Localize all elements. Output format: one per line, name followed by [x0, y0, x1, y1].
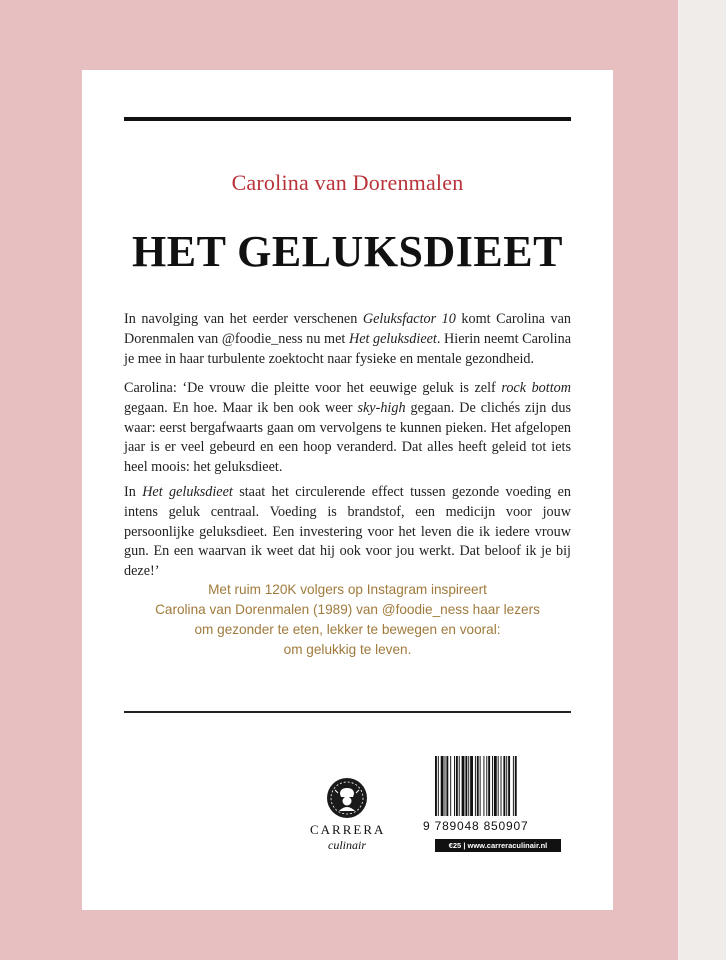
- author-name: Carolina van Dorenmalen: [231, 170, 464, 195]
- barcode-bar: [454, 756, 455, 816]
- barcode-bars: [435, 756, 561, 816]
- blurb-paragraph-3: In Het geluksdieet staat het circulerende effect tussen gezonde voeding en intens geluk centraal. Voeding is brandstof, een medicijn voor jouw persoonlijke geluksdieet. Een investering voor het leven die ik iedere vrouw gun. En een waarvan ik weet dat hij ook voor jou werkt. Dat beloof ik je bij deze!’: [124, 484, 571, 580]
- publisher-sub: culinair: [328, 838, 366, 852]
- isbn-barcode: [423, 756, 563, 856]
- promo-line-1: Met ruim 120K volgers op Instagram inspireert: [208, 582, 487, 597]
- publisher-logo: [310, 778, 384, 853]
- book-spine-edge: [678, 0, 726, 960]
- barcode-bar: [475, 756, 476, 816]
- top-rule: [124, 117, 571, 121]
- barcode-bar: [477, 756, 479, 816]
- publisher-name: CARRERA: [310, 822, 386, 837]
- barcode-bar: [438, 756, 439, 816]
- barcode-bar: [498, 756, 499, 816]
- barcode-bar: [480, 756, 481, 816]
- barcode-bar: [450, 756, 451, 816]
- promo-text: [82, 580, 613, 660]
- blurb-paragraph-2: Carolina: ‘De vrouw die pleitte voor het eeuwige geluk is zelf rock bottom gegaan. En hoe. Maar ik ben ook weer sky-high gegaan. De clichés zijn dus waar: eerst bergafwaarts gaan om vervolgens te kunnen pieken. Het afgelopen jaar is er veel gebeurd en een hoop veranderd. Dat alles heeft geleid tot iets heel moois: het geluksdieet.: [124, 380, 572, 476]
- barcode-bar: [486, 756, 487, 816]
- barcode-bar: [470, 756, 473, 816]
- barcode-bar: [445, 756, 446, 816]
- barcode-bar: [462, 756, 465, 816]
- barcode-bar: [506, 756, 507, 816]
- book-title: HET GELUKSDIEET: [132, 227, 563, 276]
- barcode-bar: [468, 756, 469, 816]
- barcode-bar: [435, 756, 437, 816]
- promo-line-3: om gezonder te eten, lekker te bewegen en vooral:: [194, 622, 501, 637]
- isbn-number: 9 789048 850907: [423, 819, 529, 833]
- barcode-bar: [513, 756, 514, 816]
- barcode-bar: [503, 756, 505, 816]
- barcode-bar: [441, 756, 444, 816]
- barcode-bar: [488, 756, 490, 816]
- barcode-bar: [483, 756, 484, 816]
- barcode-bar: [492, 756, 493, 816]
- chef-badge-icon: [327, 778, 367, 818]
- barcode-bar: [459, 756, 460, 816]
- promo-line-4: om gelukkig te leven.: [283, 642, 412, 657]
- barcode-bar: [515, 756, 517, 816]
- barcode-bar: [508, 756, 510, 816]
- back-cover-panel: [82, 70, 613, 910]
- bottom-rule: [124, 711, 571, 713]
- barcode-bar: [494, 756, 497, 816]
- barcode-bar: [501, 756, 502, 816]
- blurb-paragraph-1: In navolging van het eerder verschenen Geluksfactor 10 komt Carolina van Dorenmalen van @foodie_ness nu met Het geluksdieet. Hierin neemt Carolina je mee in haar turbulente zoektocht naar fysieke en mentale gezondheid.: [124, 311, 572, 367]
- price-bar: €25 | www.carreraculinair.nl: [435, 839, 561, 852]
- barcode-bar: [465, 756, 467, 816]
- promo-line-2: Carolina van Dorenmalen (1989) van @foodie_ness haar lezers: [155, 602, 540, 617]
- barcode-bar: [446, 756, 448, 816]
- barcode-bar: [456, 756, 458, 816]
